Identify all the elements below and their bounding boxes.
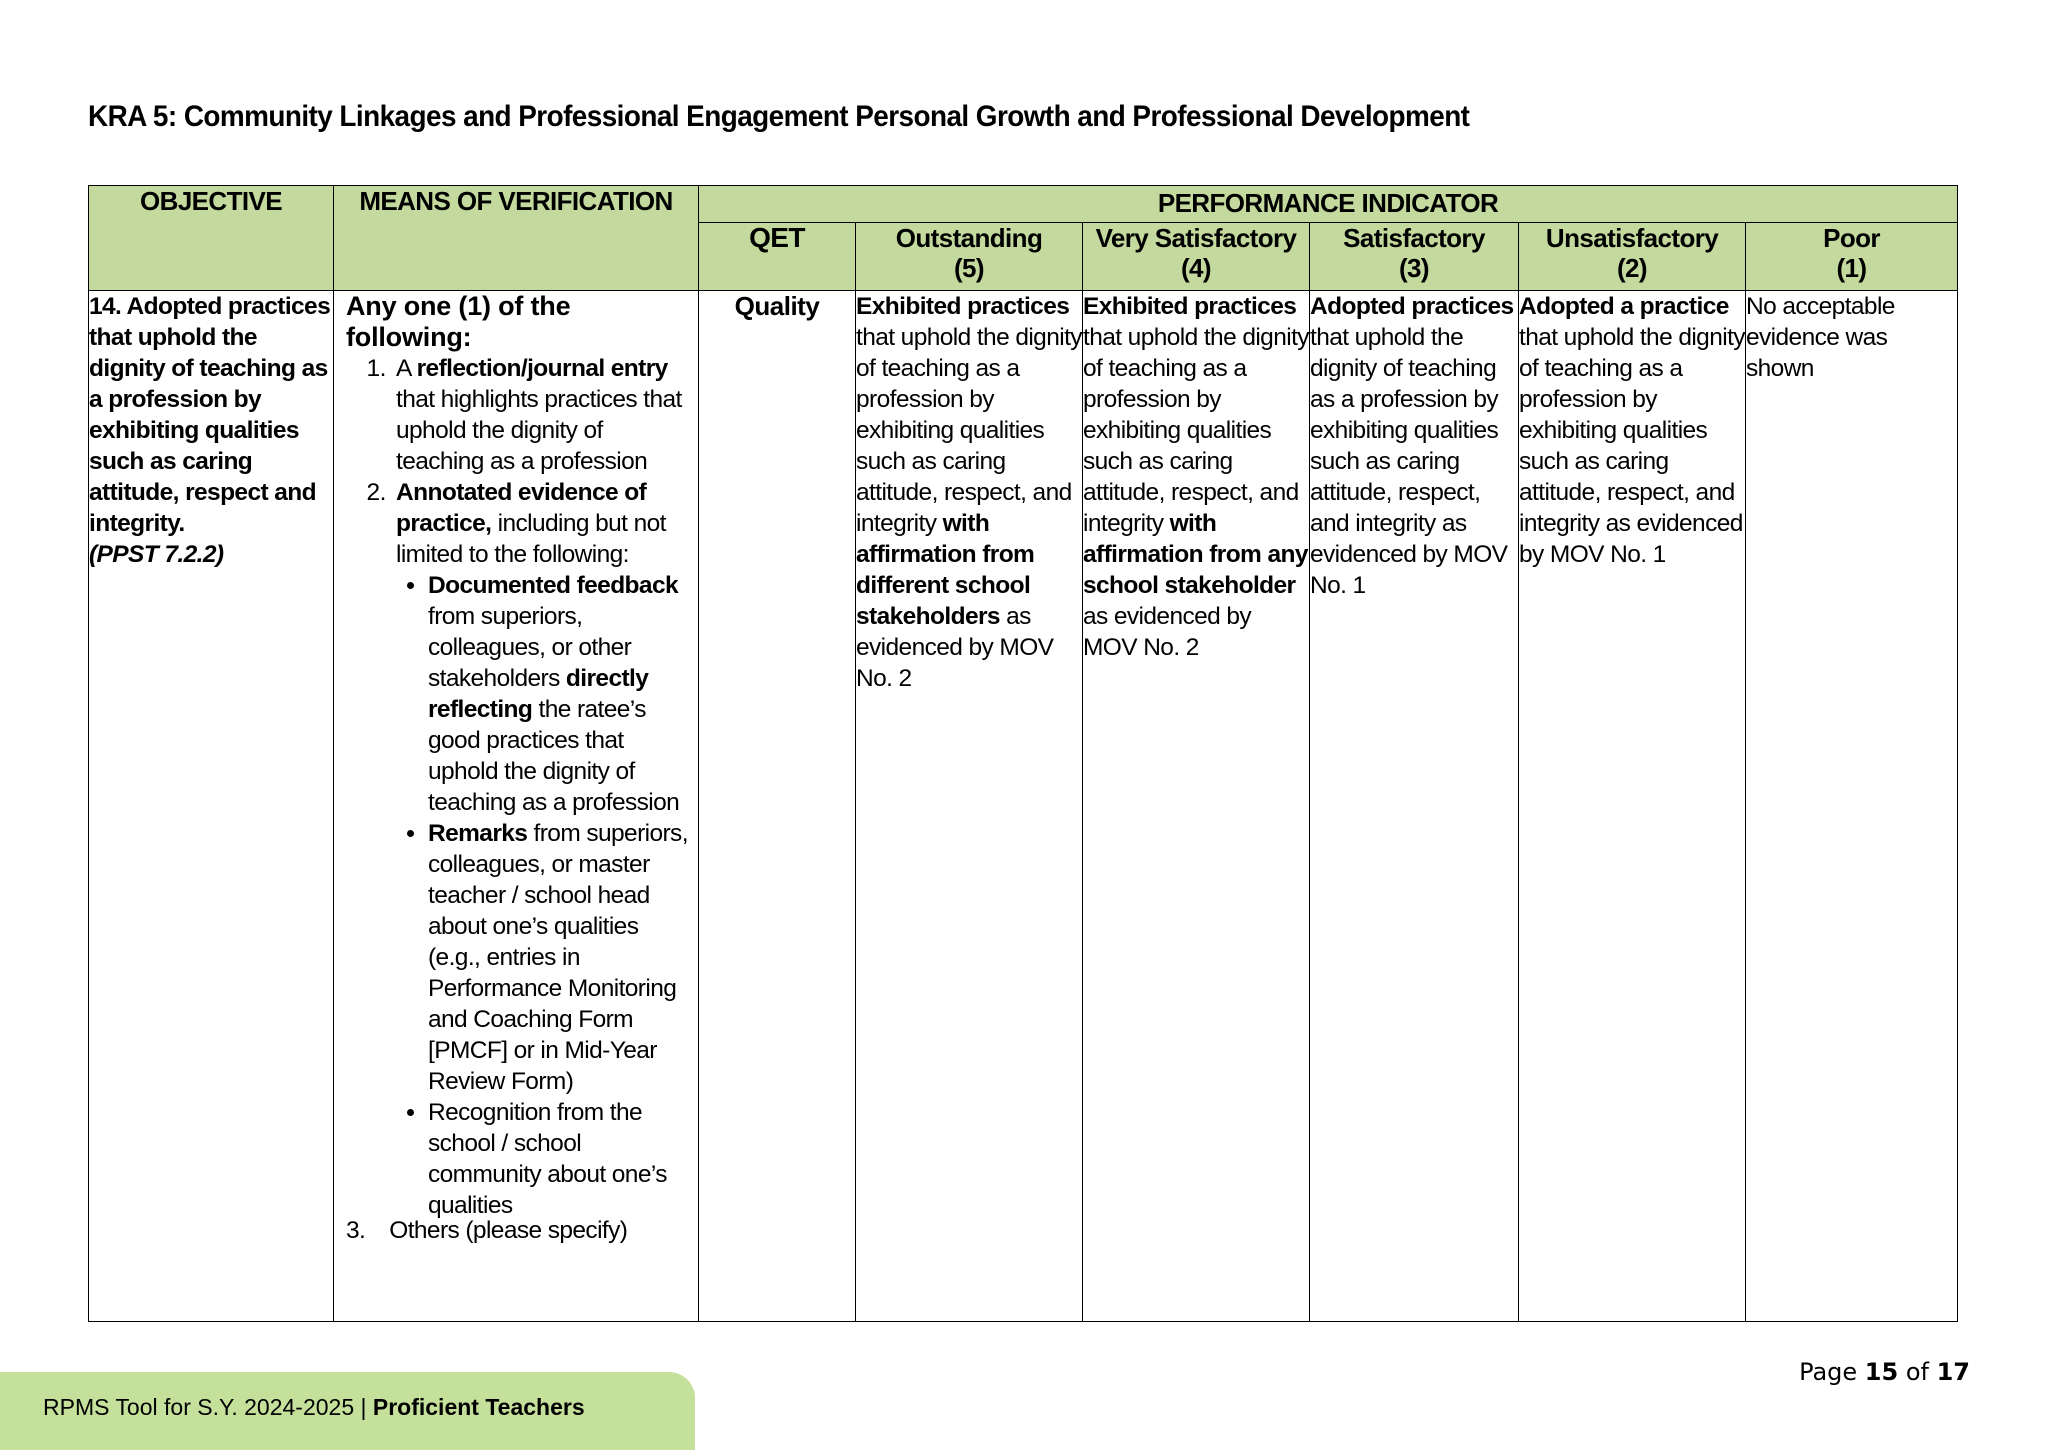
qet-quality-cell: Quality [699,291,856,1322]
header-very-satisfactory: Very Satisfactory (4) [1083,223,1310,291]
indicator-unsatisfactory: Adopted a practice that uphold the dignity of teaching as a profession by exhibiting qualities such as caring attitude, respect, and integrity as evidenced by MOV No. 1 [1519,291,1746,1322]
mov-item-3: 3. Others (please specify) [346,1217,628,1244]
mov-sub-item-2: • Remarks from superiors, colleagues, or master teacher / school head about one’s qualities (e.g., entries in Performance Monitoring and Coaching Form [PMCF] or in Mid-Year Review Form) [428,818,692,1097]
page-title: KRA 5: Community Linkages and Professional Engagement Personal Growth and Professional Development [88,100,1470,133]
mov-sub-item-3: • Recognition from the school / school community about one’s qualities [428,1097,692,1221]
objective-cell [89,291,334,1322]
mov-sub-item-1: • Documented feedback from superiors, colleagues, or other stakeholders directly reflecting the ratee’s good practices that uphold the dignity of teaching as a profession [428,570,692,818]
objective-text: 14. Adopted practices that uphold the dignity of teaching as a profession by exhibiting qualities such as caring attitude, respect and integrity. [89,293,331,537]
mov-item-2: 2. Annotated evidence of practice, including but not limited to the following: • Documented feedback from superiors, colleagues, or other stakeholders directly reflecting the ratee’s good practices that uphold the dignity of teaching as a profession • Remarks from superiors, colleagues, or master teacher / school head about one’s qualities (e.g., entries in Performance Monitoring and Coaching Form [PMCF] or in Mid-Year Review Form) • Recognition from the school / school community about one’s qualities [392,477,692,1221]
header-satisfactory: Satisfactory (3) [1310,223,1519,291]
header-unsatisfactory: Unsatisfactory (2) [1519,223,1746,291]
header-poor: Poor (1) [1746,223,1958,291]
header-means-of-verification: MEANS OF VERIFICATION [334,186,699,291]
header-outstanding: Outstanding (5) [856,223,1083,291]
footer-label: RPMS Tool for S.Y. 2024-2025 | Proficient Teachers [43,1394,585,1420]
mov-sublist [396,570,692,1221]
indicator-very-satisfactory: Exhibited practices that uphold the dignity of teaching as a profession by exhibiting qualities such as caring attitude, respect, and integrity with affirmation from any school stakeholder as evidenced by MOV No. 2 [1083,291,1310,1322]
mov-item-1: 1. A reflection/journal entry that highlights practices that uphold the dignity of teaching as a profession [392,353,692,477]
header-objective: OBJECTIVE [89,186,334,291]
header-qet: QET [699,223,856,291]
objective-ref: (PPST 7.2.2) [89,541,224,568]
indicator-outstanding: Exhibited practices that uphold the dignity of teaching as a profession by exhibiting qualities such as caring attitude, respect, and integrity with affirmation from different school stakeholders as evidenced by MOV No. 2 [856,291,1083,1322]
mov-intro: Any one (1) of the following: [346,291,571,352]
page-number: Page 15 of 17 [1799,1358,1970,1386]
mov-list [340,353,692,1221]
indicator-satisfactory: Adopted practices that uphold the dignity of teaching as a profession by exhibiting qualities such as caring attitude, respect, and integrity as evidenced by MOV No. 1 [1310,291,1519,1322]
rubric-table [88,185,1958,1322]
indicator-poor: No acceptable evidence was shown [1746,291,1958,1322]
header-performance-indicator: PERFORMANCE INDICATOR [699,186,1958,223]
mov-cell [334,291,699,1322]
